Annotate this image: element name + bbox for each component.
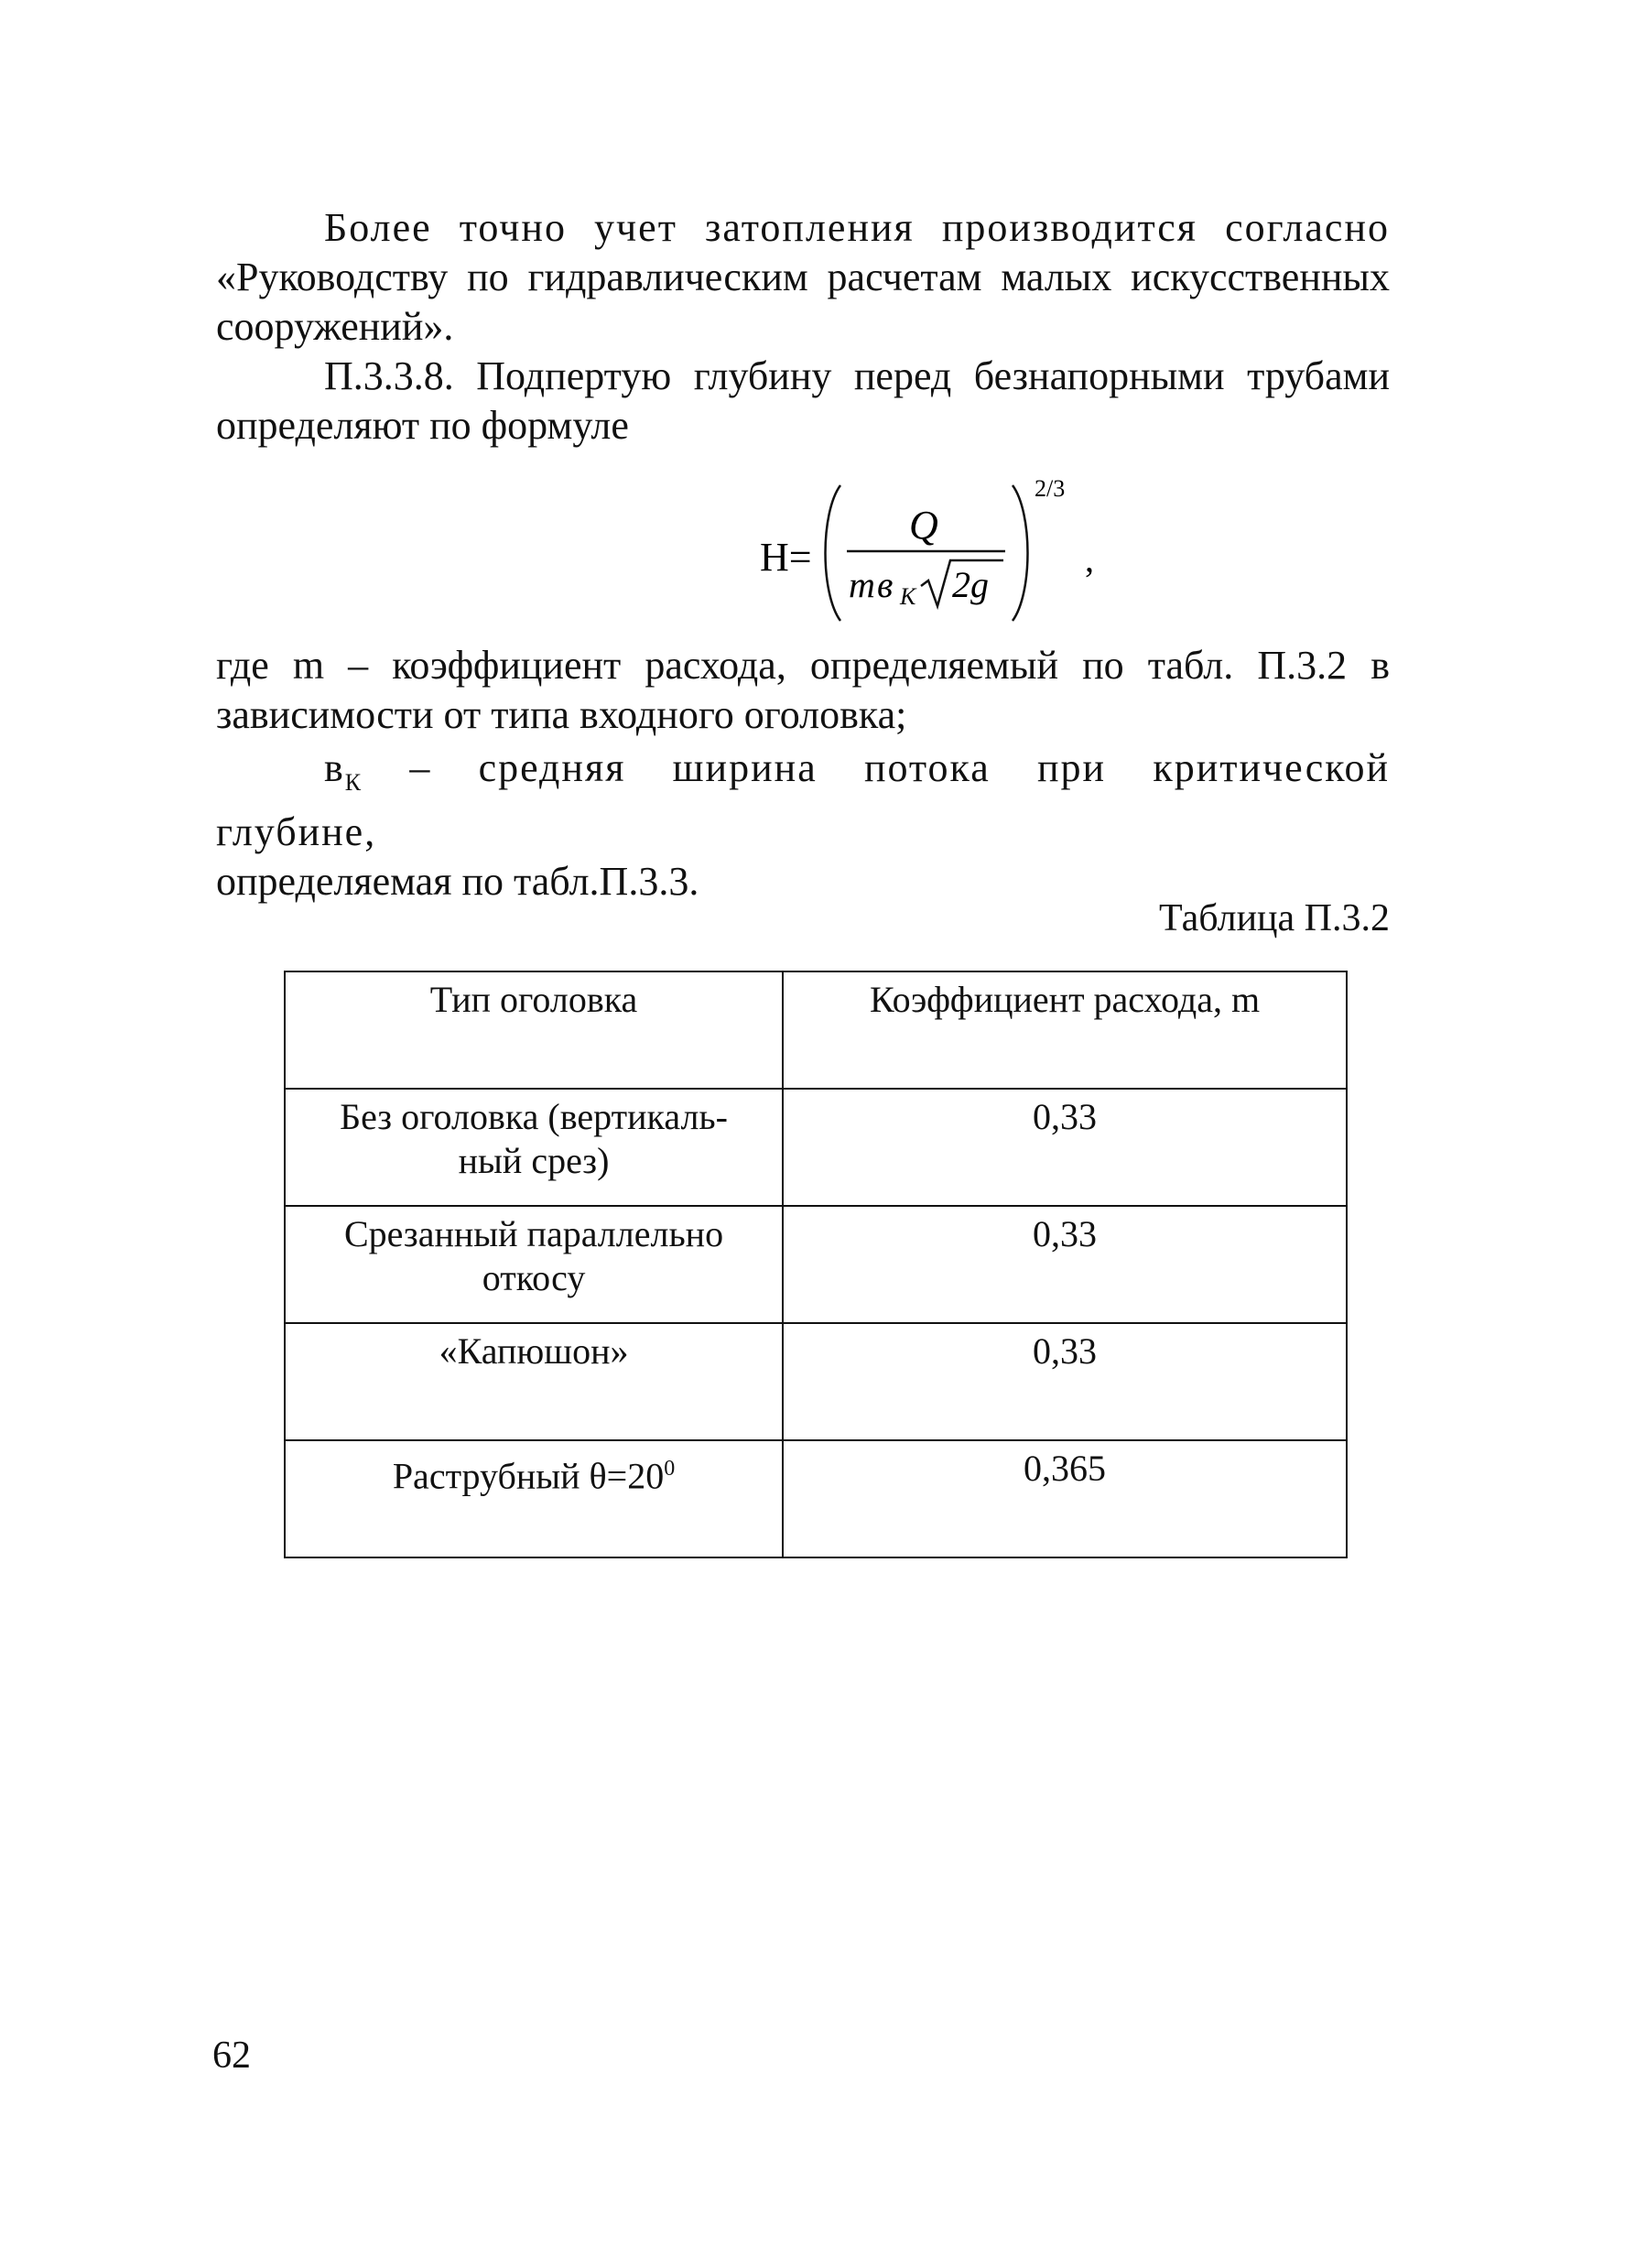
cell-type-line: Без оголовка (вертикаль-	[340, 1096, 728, 1137]
table-row	[285, 1089, 1347, 1206]
cell-type-line: откосу	[482, 1257, 586, 1298]
flow-width-text: – средняя ширина потока при критической глубине,	[216, 745, 1390, 854]
formula-depth	[760, 476, 1126, 632]
paragraph-line: определяемая по табл.П.3.3.	[216, 858, 699, 904]
paragraph-coefficient-m	[216, 641, 1390, 740]
cell-type	[285, 1323, 783, 1440]
cell-type-line: «Капюшон»	[439, 1330, 629, 1372]
coefficient-table	[284, 971, 1348, 1558]
paragraph-flooding	[216, 203, 1390, 352]
cell-type-superscript: 0	[664, 1457, 676, 1481]
cell-value: 0,33	[783, 1323, 1347, 1440]
table-caption: Таблица П.3.2	[1159, 897, 1390, 939]
paragraph-line: сооружений».	[216, 304, 454, 349]
cell-value: 0,33	[783, 1206, 1347, 1323]
formula-denominator-b: в	[877, 564, 894, 605]
paragraph-line: зависимости от типа входного оголовка;	[216, 692, 907, 737]
paragraph-line	[216, 743, 1390, 857]
cell-value: 0,33	[783, 1089, 1347, 1206]
formula-numerator: Q	[909, 503, 938, 548]
cell-type-text: Раструбный θ=20	[392, 1455, 665, 1497]
table	[284, 971, 1348, 1558]
paragraph-line: Более точно учет затопления производится согласно	[324, 205, 1390, 250]
cell-type-line: ный срез)	[458, 1140, 610, 1181]
page-number: 62	[212, 2035, 251, 2077]
formula-denominator-m: m	[849, 564, 875, 605]
formula-trailing-comma: ,	[1085, 538, 1094, 580]
table-header-row	[285, 971, 1347, 1089]
cell-type	[285, 1440, 783, 1557]
header-cell-type: Тип оголовка	[285, 971, 783, 1089]
header-cell-coefficient: Коэффициент расхода, m	[783, 971, 1347, 1089]
table-row	[285, 1206, 1347, 1323]
paragraph-flow-width	[216, 743, 1390, 906]
right-parenthesis	[1013, 485, 1028, 621]
cell-type	[285, 1206, 783, 1323]
left-parenthesis	[826, 485, 841, 621]
cell-value: 0,365	[783, 1440, 1347, 1557]
table-row	[285, 1440, 1347, 1557]
cell-type-line	[298, 1447, 769, 1498]
cell-type-line: Срезанный параллельно	[343, 1213, 724, 1254]
formula-exponent: 2/3	[1035, 476, 1066, 502]
paragraph-line: где m – коэффициент расхода, определяемый по табл. П.3.2 в	[216, 643, 1390, 688]
formula-sqrt-content: 2g	[952, 564, 989, 605]
paragraph-line: «Руководству по гидравлическим расчетам малых искусственных	[216, 255, 1390, 299]
formula-denominator-sub: K	[900, 583, 916, 610]
paragraph-line: определяют по формуле	[216, 403, 629, 448]
paragraph-line: П.3.3.8. Подпертую глубину перед безнапорными трубами	[324, 353, 1390, 398]
symbol-b-subscript: К	[344, 768, 363, 796]
symbol-b: в	[324, 745, 345, 790]
table-row	[285, 1323, 1347, 1440]
formula-lhs: H=	[760, 535, 812, 580]
paragraph-backwater-depth	[216, 352, 1390, 450]
cell-type	[285, 1089, 783, 1206]
formula-graphic	[760, 476, 1126, 632]
